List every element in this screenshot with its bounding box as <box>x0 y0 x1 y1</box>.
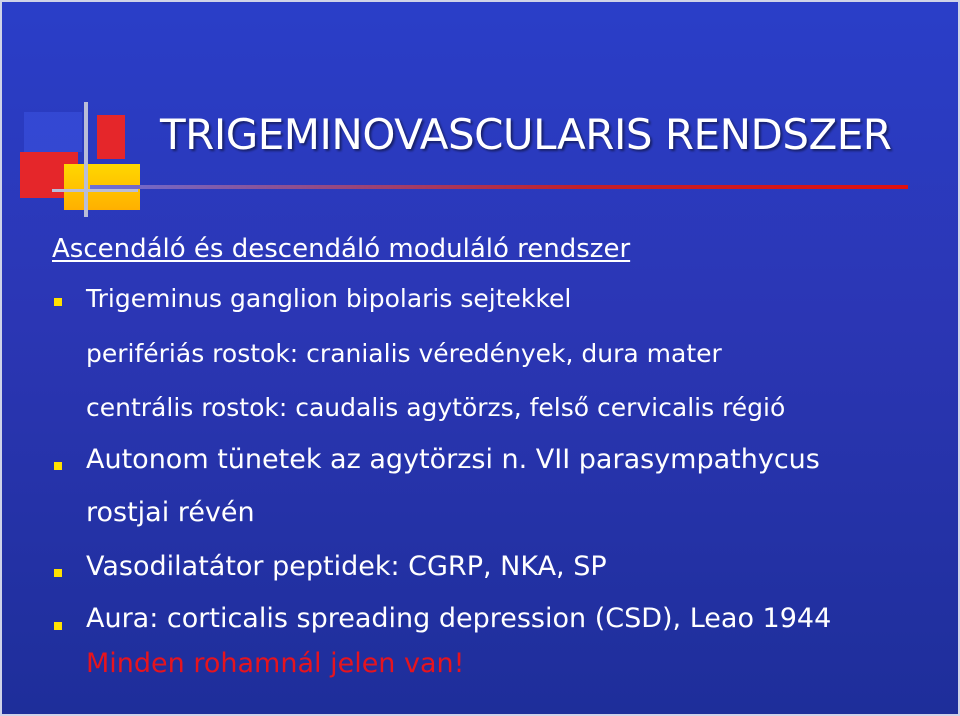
title-divider <box>90 185 908 189</box>
bullet-icon <box>54 298 62 306</box>
bullet-icon <box>54 622 62 630</box>
bullet-text: Trigeminus ganglion bipolaris sejtekkel <box>86 284 572 313</box>
bullet-continuation: rostjai révén <box>86 497 255 528</box>
bullet-text: Aura: corticalis spreading depression (CSD), Leao 1944 <box>86 603 832 634</box>
slide-subtitle: Ascendáló és descendáló moduláló rendszer <box>52 234 631 264</box>
bullet-text: Autonom tünetek az agytörzsi n. VII parasympathycus <box>86 444 820 475</box>
highlight-text: Minden rohamnál jelen van! <box>86 648 465 679</box>
bullet-text: Vasodilatátor peptidek: CGRP, NKA, SP <box>86 551 607 582</box>
slide-title: TRIGEMINOVASCULARIS RENDSZER <box>160 110 892 159</box>
bullet-icon <box>54 569 62 577</box>
logo-block-red-small <box>97 115 125 159</box>
logo-vertical-line <box>84 102 88 217</box>
sub-line: perifériás rostok: cranialis véredények, dura mater <box>86 339 722 368</box>
logo-horizontal-line <box>52 189 138 192</box>
logo-block-blue <box>24 112 82 152</box>
bullet-icon <box>54 462 62 470</box>
sub-line: centrális rostok: caudalis agytörzs, felső cervicalis régió <box>86 393 786 422</box>
